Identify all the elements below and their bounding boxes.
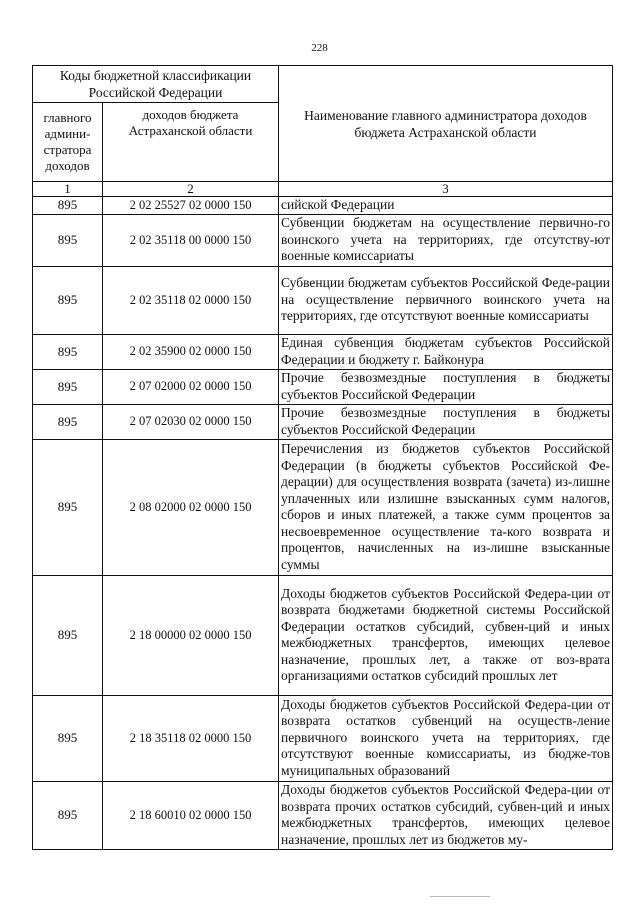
header-name-column: Наименование главного администратора доходов бюджета Астраханской области — [279, 66, 613, 182]
income-name: Прочие безвозмездные поступления в бюджеты субъектов Российской Федерации — [279, 369, 613, 404]
admin-code: 895 — [33, 266, 103, 334]
budget-classification-table — [32, 65, 613, 850]
admin-code: 895 — [33, 695, 103, 781]
header-row-group — [33, 66, 613, 103]
income-name: Субвенции бюджетам субъектов Российской Феде-рации на осуществление первичного воинского учета на территориях, где отсутствуют военные комиссариаты — [279, 266, 613, 334]
admin-code: 895 — [33, 334, 103, 369]
scan-mark — [430, 896, 490, 897]
column-number-2: 2 — [103, 182, 279, 197]
table-row — [33, 369, 613, 404]
income-name: Доходы бюджетов субъектов Российской Федера-ции от возврата остатков субвенций на осуществ-ление первичного воинского учета на территориях, где отсутствуют военные комиссариаты, из бюдже-тов муниципальных образований — [279, 695, 613, 781]
income-code: 2 18 60010 02 0000 150 — [103, 781, 279, 849]
income-code: 2 02 35118 02 0000 150 — [103, 266, 279, 334]
income-code: 2 07 02030 02 0000 150 — [103, 404, 279, 439]
income-name: Единая субвенция бюджетам субъектов Российской Федерации и бюджету г. Байконура — [279, 334, 613, 369]
income-code: 2 07 02000 02 0000 150 — [103, 369, 279, 404]
income-name: Субвенции бюджетам на осуществление первично-го воинского учета на территориях, где отсутству-ют военные комиссариаты — [279, 214, 613, 266]
table-row — [33, 197, 613, 215]
admin-code: 895 — [33, 439, 103, 575]
table-row — [33, 575, 613, 695]
admin-code: 895 — [33, 781, 103, 849]
income-name: Доходы бюджетов субъектов Российской Федера-ции от возврата бюджетами бюджетной системы Российской Федерации остатков субсидий, субвен-ций и иных межбюджетных трансфертов, имеющих целевое назначение, прошлых лет, а также от воз-врата организациями остатков субсидий прошлых лет — [279, 575, 613, 695]
admin-code: 895 — [33, 214, 103, 266]
income-code: 2 08 02000 02 0000 150 — [103, 439, 279, 575]
income-code: 2 18 35118 02 0000 150 — [103, 695, 279, 781]
header-code-column: доходов бюджета Астраханской области — [103, 103, 279, 182]
table-row — [33, 404, 613, 439]
income-code: 2 02 35118 00 0000 150 — [103, 214, 279, 266]
income-name: сийской Федерации — [279, 197, 613, 215]
income-code: 2 02 35900 02 0000 150 — [103, 334, 279, 369]
income-name: Перечисления из бюджетов субъектов Российской Федерации (в бюджеты субъектов Российской Фе-дерации) для осуществления возврата (зачета) из-лишне уплаченных или излишне взысканных сумм налогов, сборов и иных платежей, а также сумм процентов за несвоевременное осуществление та-кого возврата и процентов, начисленных на из-лишне взысканные суммы — [279, 439, 613, 575]
header-group-title: Коды бюджетной классификации Российской Федерации — [33, 66, 279, 103]
admin-code: 895 — [33, 404, 103, 439]
admin-code: 895 — [33, 197, 103, 215]
header-admin-column: главного админи-стратора доходов — [33, 103, 103, 182]
page-number: 228 — [311, 42, 328, 54]
income-name: Прочие безвозмездные поступления в бюджеты субъектов Российской Федерации — [279, 404, 613, 439]
table-row — [33, 695, 613, 781]
table-row — [33, 439, 613, 575]
income-name: Доходы бюджетов субъектов Российской Федера-ции от возврата прочих остатков субсидий, субвен-ций и иных межбюджетных трансфертов, имеющих целевое назначение, прошлых лет из бюджетов му- — [279, 781, 613, 849]
table-row — [33, 214, 613, 266]
table-row — [33, 334, 613, 369]
table-row — [33, 266, 613, 334]
header-row-numbers — [33, 182, 613, 197]
income-code: 2 02 25527 02 0000 150 — [103, 197, 279, 215]
admin-code: 895 — [33, 369, 103, 404]
column-number-3: 3 — [279, 182, 613, 197]
table-row — [33, 781, 613, 849]
admin-code: 895 — [33, 575, 103, 695]
income-code: 2 18 00000 02 0000 150 — [103, 575, 279, 695]
column-number-1: 1 — [33, 182, 103, 197]
